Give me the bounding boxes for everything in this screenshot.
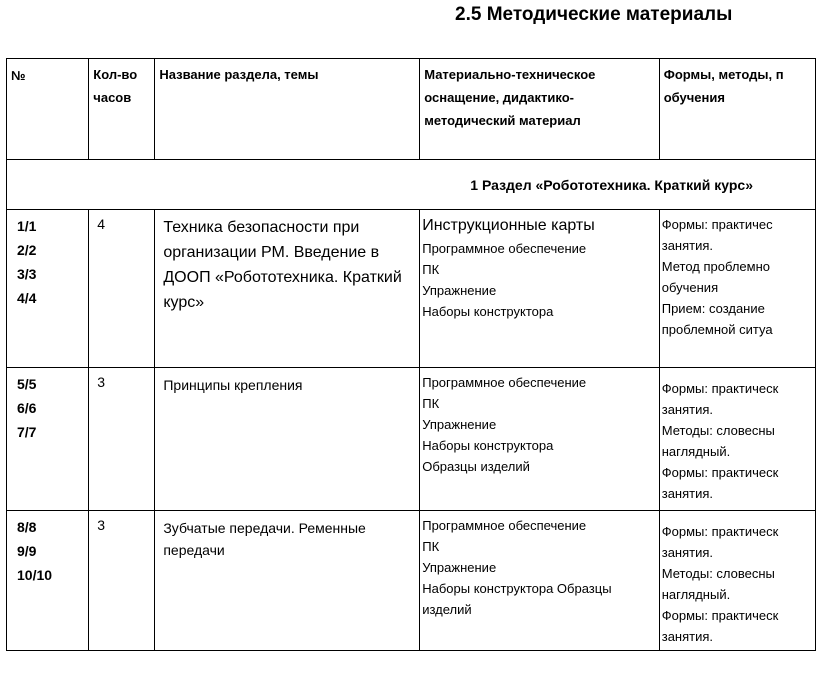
material-item: ПК — [422, 396, 440, 411]
forms-line: Прием: создание — [661, 301, 765, 316]
materials-cell — [420, 368, 660, 511]
header-num: № — [7, 59, 89, 160]
hours-cell: 3 — [89, 511, 155, 651]
lesson-numbers — [7, 511, 89, 651]
topic-cell: Техника безопасности при организации РМ. Введение в ДООП «Робототехника. Краткий курс» — [155, 210, 420, 368]
lesson-number: 4/4 — [17, 290, 37, 306]
table-row — [7, 511, 816, 651]
material-item: Наборы конструктора — [422, 304, 554, 319]
forms-line: наглядный. — [661, 444, 731, 459]
page-title: 2.5 Методические материалы — [455, 4, 733, 25]
forms-line: занятия. — [661, 545, 714, 560]
header-forms: Формы, методы, п обучения — [659, 59, 815, 160]
forms-line: обучения — [661, 280, 719, 295]
forms-line: занятия. — [661, 629, 714, 644]
topic-cell: Зубчатые передачи. Ременные передачи — [155, 511, 420, 651]
material-item: Наборы конструктора — [422, 438, 554, 453]
header-topic: Название раздела, темы — [155, 59, 420, 160]
lesson-numbers — [7, 368, 89, 511]
material-item: ПК — [422, 539, 440, 554]
forms-line: занятия. — [661, 402, 714, 417]
table-row — [7, 368, 816, 511]
header-row — [7, 59, 816, 160]
section-title: 1 Раздел «Робототехника. Краткий курс» — [7, 160, 816, 210]
material-item: Упражнение — [422, 560, 497, 575]
topic-cell: Принципы крепления — [155, 368, 420, 511]
forms-line: Формы: практическ — [661, 465, 779, 480]
lesson-number: 3/3 — [17, 266, 37, 282]
material-item: ПК — [422, 262, 440, 277]
lesson-number: 1/1 — [17, 218, 37, 234]
forms-line: наглядный. — [661, 587, 731, 602]
forms-line: Формы: практичес — [661, 217, 773, 232]
lesson-number: 5/5 — [17, 376, 37, 392]
hours-cell: 3 — [89, 368, 155, 511]
lesson-number: 8/8 — [17, 519, 37, 535]
forms-line: Метод проблемно — [661, 259, 770, 274]
table-row — [7, 210, 816, 368]
methodical-materials-table — [6, 58, 816, 651]
forms-line: Методы: словесны — [661, 566, 775, 581]
forms-line: проблемной ситуа — [661, 322, 773, 337]
hours-cell: 4 — [89, 210, 155, 368]
material-item: Наборы конструктора Образцы изделий — [422, 581, 612, 617]
lesson-numbers — [7, 210, 89, 368]
header-hours: Кол-во часов — [89, 59, 155, 160]
lesson-number: 10/10 — [17, 567, 53, 583]
forms-line: занятия. — [661, 238, 714, 253]
materials-cell — [420, 511, 660, 651]
forms-line: Формы: практическ — [661, 608, 779, 623]
lesson-number: 9/9 — [17, 543, 37, 559]
materials-cell — [420, 210, 660, 368]
material-item: Упражнение — [422, 283, 497, 298]
lesson-number: 6/6 — [17, 400, 37, 416]
material-item: Инструкционные карты — [422, 217, 595, 234]
forms-cell — [659, 210, 815, 368]
forms-line: Формы: практическ — [661, 524, 779, 539]
header-materials: Материально-техническое оснащение, дидактико-методический материал — [420, 59, 660, 160]
forms-cell — [659, 511, 815, 651]
material-item: Программное обеспечение — [422, 375, 587, 390]
section-row — [7, 160, 816, 210]
material-item: Программное обеспечение — [422, 518, 587, 533]
forms-line: занятия. — [661, 486, 714, 501]
forms-line: Методы: словесны — [661, 423, 775, 438]
forms-cell — [659, 368, 815, 511]
material-item: Упражнение — [422, 417, 497, 432]
forms-line: Формы: практическ — [661, 381, 779, 396]
material-item: Программное обеспечение — [422, 241, 587, 256]
material-item: Образцы изделий — [422, 459, 530, 474]
lesson-number: 7/7 — [17, 424, 37, 440]
lesson-number: 2/2 — [17, 242, 37, 258]
